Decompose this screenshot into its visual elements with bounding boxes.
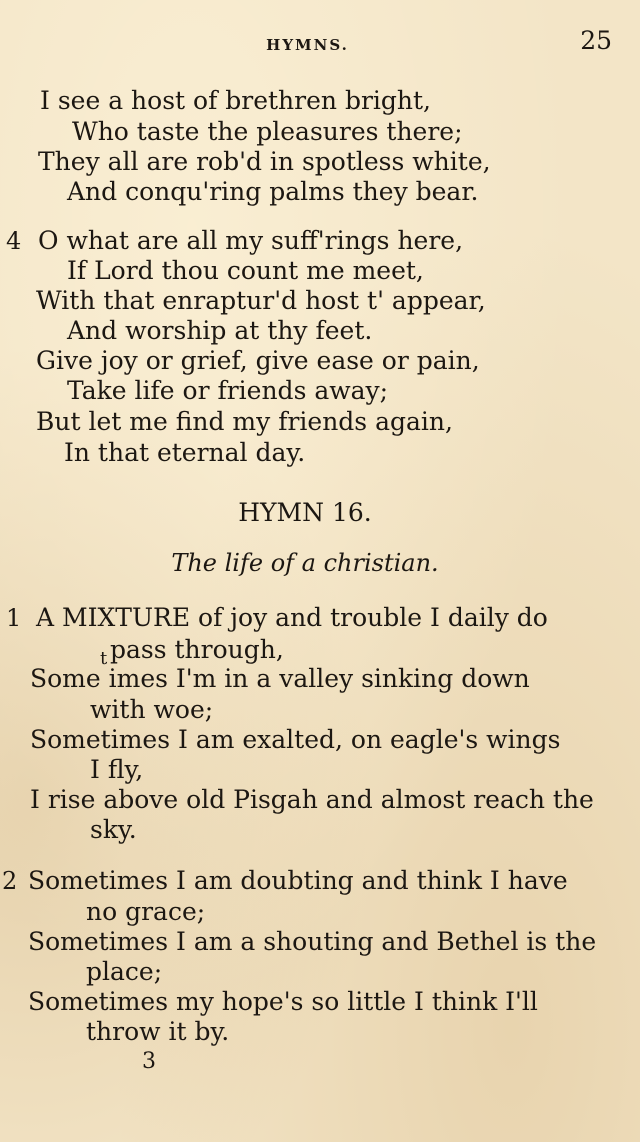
verse-line: with woe; xyxy=(90,695,214,724)
verse-line: Sometimes I am exalted, on eagle's wings xyxy=(30,725,561,754)
verse-line: I rise above old Pisgah and almost reach the xyxy=(30,785,594,814)
verse-line: Who taste the pleasures there; xyxy=(72,117,463,146)
verse-line: no grace; xyxy=(86,897,206,926)
running-head: HYMNS. xyxy=(266,36,349,54)
hymn-subtitle: The life of a christian. xyxy=(171,549,439,577)
verse-line: place; xyxy=(86,957,163,986)
inserted-letter: t xyxy=(100,648,108,669)
verse-line: Sometimes my hope's so little I think I'll xyxy=(28,987,538,1016)
signature-mark: 3 xyxy=(142,1049,156,1074)
verse-line: Give joy or grief, give ease or pain, xyxy=(36,346,480,375)
verse-line: In that eternal day. xyxy=(64,438,306,467)
verse-line: And worship at thy feet. xyxy=(67,316,373,345)
verse-line: Sometimes I am doubting and think I have xyxy=(28,866,568,895)
verse-line: But let me find my friends again, xyxy=(36,407,453,436)
verse-line: O what are all my suff'rings here, xyxy=(38,226,464,255)
stanza-number: 4 xyxy=(6,227,22,255)
verse-line: Some imes I'm in a valley sinking down xyxy=(30,664,530,693)
verse-line: throw it by. xyxy=(86,1017,230,1046)
verse-line: Sometimes I am a shouting and Bethel is the xyxy=(28,927,597,956)
hymn-title: HYMN 16. xyxy=(238,498,372,527)
verse-line: pass through, xyxy=(110,635,284,664)
verse-line: They all are rob'd in spotless white, xyxy=(38,147,491,176)
verse-line: And conqu'ring palms they bear. xyxy=(67,177,479,206)
verse-line: I fly, xyxy=(90,755,144,784)
verse-line: With that enraptur'd host t' appear, xyxy=(36,286,486,315)
stanza-number: 2 xyxy=(2,867,18,895)
verse-line: A MIXTURE of joy and trouble I daily do xyxy=(36,603,548,632)
verse-line: sky. xyxy=(90,815,137,844)
page-number: 25 xyxy=(580,26,612,55)
verse-line: Take life or friends away; xyxy=(67,376,389,405)
stanza-number: 1 xyxy=(6,604,22,632)
verse-line: If Lord thou count me meet, xyxy=(67,256,424,285)
verse-line: I see a host of brethren bright, xyxy=(40,86,432,115)
